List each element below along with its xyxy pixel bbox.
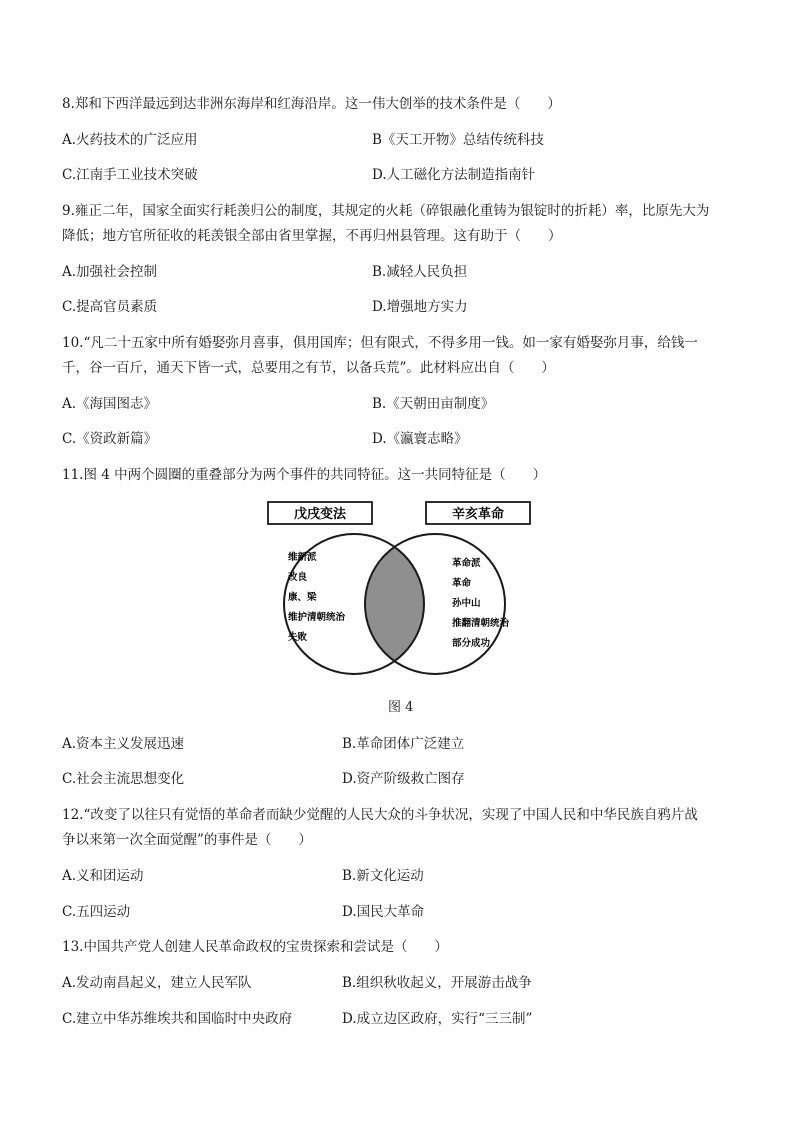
- q8-option-d[interactable]: D.人工磁化方法制造指南针: [372, 167, 536, 183]
- q12-option-d[interactable]: D.国民大革命: [342, 904, 425, 920]
- q10-option-c[interactable]: C.《资政新篇》: [62, 431, 158, 447]
- q11-option-a[interactable]: A.资本主义发展迅速: [62, 736, 185, 752]
- q12-stem-line2: 争以来第一次全面觉醒”的事件是（ ）: [62, 832, 312, 848]
- right-item: 革命派: [452, 558, 481, 569]
- q11-stem: 11.图 4 中两个圆圈的重叠部分为两个事件的共同特征。这一共同特征是（ ）: [62, 467, 547, 483]
- q13-option-d[interactable]: D.成立边区政府，实行“三三制”: [342, 1011, 533, 1027]
- q12-option-b[interactable]: B.新文化运动: [342, 868, 424, 884]
- q10-option-d[interactable]: D.《瀛寰志略》: [372, 431, 468, 447]
- q13-option-a[interactable]: A.发动南昌起义，建立人民军队: [62, 975, 252, 991]
- right-item: 革命: [452, 578, 472, 589]
- q10-stem-line2: 千，谷一百斤，通天下皆一式，总要用之有节，以备兵荒”。此材料应出自（ ）: [62, 360, 555, 376]
- q9-stem-line2: 降低；地方官所征收的耗羡银全部由省里掌握，不再归州县管理。这有助于（ ）: [62, 228, 562, 244]
- q10-option-b[interactable]: B.《天朝田亩制度》: [372, 396, 495, 412]
- venn-diagram: [262, 500, 534, 676]
- left-item: 康、梁: [288, 592, 317, 603]
- q10-option-a[interactable]: A.《海国图志》: [62, 396, 158, 412]
- q9-stem-line1: 9.雍正二年，国家全面实行耗羡归公的制度，其规定的火耗（碎银融化重铸为银锭时的折耗）率，比原先大为: [62, 203, 710, 219]
- left-item: 维护清朝统治: [288, 612, 346, 623]
- q12-option-a[interactable]: A.义和团运动: [62, 868, 144, 884]
- q8-option-c[interactable]: C.江南手工业技术突破: [62, 167, 198, 183]
- q13-option-c[interactable]: C.建立中华苏维埃共和国临时中央政府: [62, 1011, 293, 1027]
- right-item: 孙中山: [452, 598, 481, 609]
- q10-stem-line1: 10.“凡二十五家中所有婚娶弥月喜事，俱用国库；但有限式，不得多用一钱。如一家有婚娶弥月事，给钱一: [62, 335, 698, 351]
- q12-option-c[interactable]: C.五四运动: [62, 904, 131, 920]
- left-item: 失败: [288, 632, 308, 643]
- left-item: 维新派: [288, 552, 317, 563]
- q8-stem: 8.郑和下西洋最远到达非洲东海岸和红海沿岸。这一伟大创举的技术条件是（ ）: [62, 96, 561, 112]
- figure-caption: 图 4: [388, 700, 414, 715]
- q12-stem-line1: 12.“改变了以往只有觉悟的革命者而缺少觉醒的人民大众的斗争状况，实现了中国人民和中华民族自鸦片战: [62, 807, 698, 823]
- q9-option-d[interactable]: D.增强地方实力: [372, 299, 468, 315]
- q13-option-b[interactable]: B.组织秋收起义，开展游击战争: [342, 975, 532, 991]
- q11-option-b[interactable]: B.革命团体广泛建立: [342, 736, 465, 752]
- left-item: 改良: [288, 572, 308, 583]
- venn-diagram-figure: [262, 500, 534, 676]
- q9-option-c[interactable]: C.提高官员素质: [62, 299, 158, 315]
- right-item: 部分成功: [452, 638, 491, 649]
- right-item: 推翻清朝统治: [452, 618, 510, 629]
- q11-option-c[interactable]: C.社会主流思想变化: [62, 771, 185, 787]
- q11-option-d[interactable]: D.资产阶级救亡图存: [342, 771, 465, 787]
- q8-option-b[interactable]: B《天工开物》总结传统科技: [372, 132, 544, 148]
- left-title: 戊戌变法: [293, 507, 347, 522]
- q9-option-b[interactable]: B.减轻人民负担: [372, 264, 468, 280]
- q9-option-a[interactable]: A.加强社会控制: [62, 264, 158, 280]
- right-title: 辛亥革命: [451, 507, 505, 522]
- q13-stem: 13.中国共产党人创建人民革命政权的宝贵探索和尝试是（ ）: [62, 939, 448, 955]
- q8-option-a[interactable]: A.火药技术的广泛应用: [62, 132, 198, 148]
